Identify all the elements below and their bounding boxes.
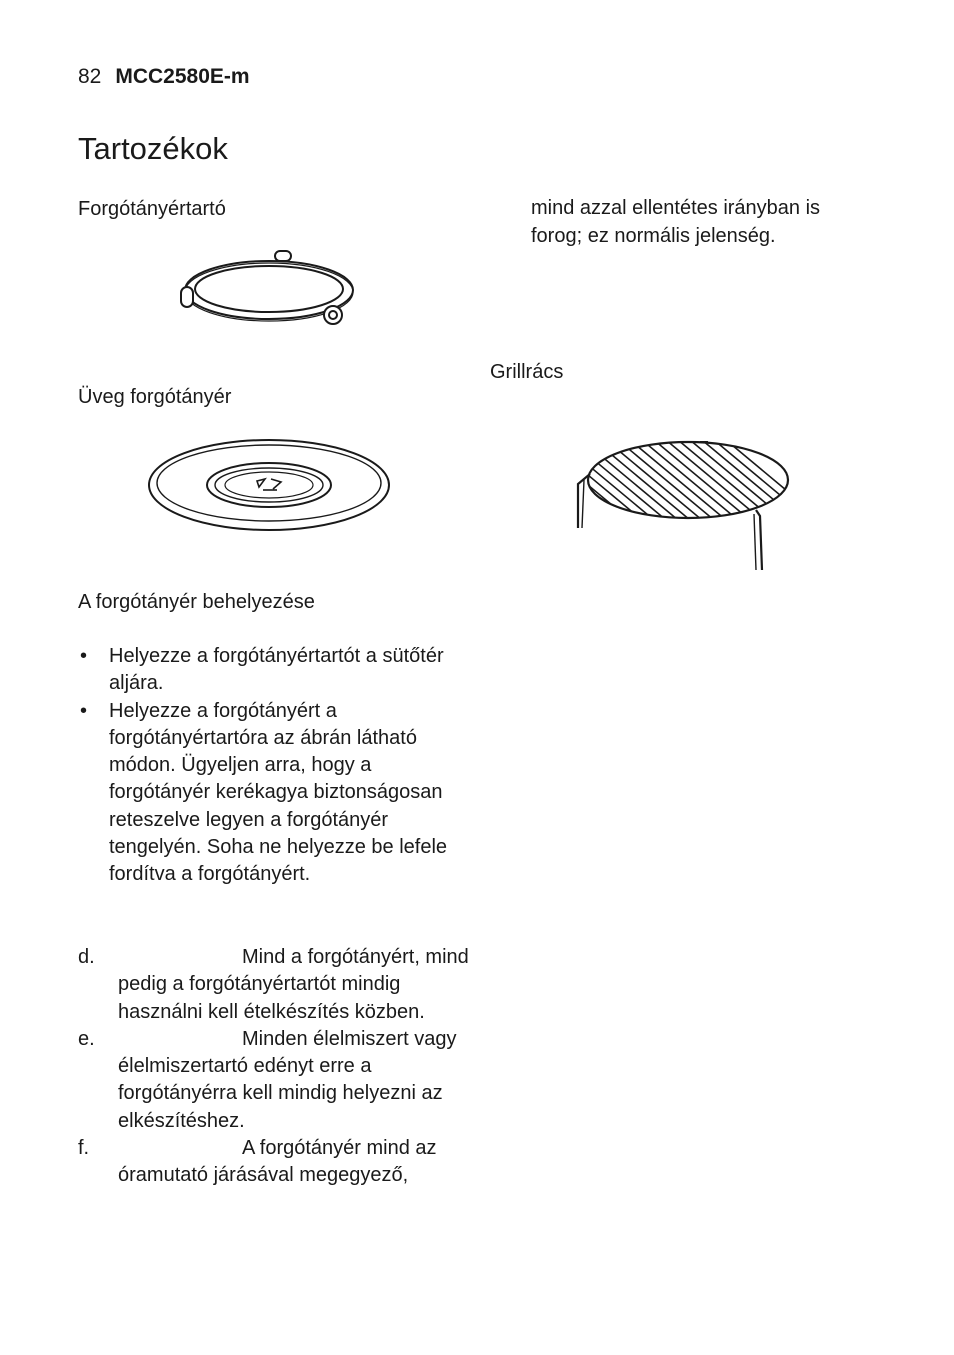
page-title: Tartozékok: [78, 131, 228, 166]
note-text: Mind a forgótányért, mind pedig a forgótányértartót mindig használni kell ételkészítés közben.: [118, 946, 469, 1023]
note-letter: d.: [78, 946, 95, 968]
label-grill-rack: Grillrács: [490, 361, 564, 383]
note-e: [78, 1026, 478, 1135]
label-insert-turntable: A forgótányér behelyezése: [78, 591, 315, 613]
list-item: • Helyezze a forgótányért a forgótányértartóra az ábrán látható módon. Ügyeljen arra, hogy a forgótányér kerékagya biztonságosan reteszelve legyen a forgótányér tengelyén. Soha ne helyezze be lefele fordítva a forgótányért.: [80, 699, 448, 886]
glass-turntable-icon: [145, 435, 395, 535]
note-text: Minden élelmiszert vagy élelmiszertartó edényt erre a forgótányérra kell mindig helyezni az elkészítéshez.: [118, 1027, 457, 1132]
label-glass-turntable: Üveg forgótányér: [78, 386, 232, 408]
page-number: 82: [78, 65, 102, 88]
note-text: A forgótányér mind az óramutató járásával megegyező,: [118, 1137, 437, 1187]
label-turntable-ring: Forgótányértartó: [78, 198, 226, 220]
turntable-ring-icon: [175, 245, 365, 330]
grill-rack-icon: [570, 440, 800, 575]
page-header: [78, 64, 250, 90]
note-letter: f.: [78, 1137, 90, 1160]
model-name: MCC2580E-m: [115, 65, 250, 88]
note-d: [78, 944, 478, 1026]
instruction-list: [78, 643, 478, 889]
list-item: • Helyezze a forgótányértartót a sütőtér aljára.: [80, 645, 444, 695]
note-letter: e.: [78, 1027, 95, 1050]
note-f: [78, 1135, 478, 1190]
notes-list: [78, 944, 478, 1190]
bullet-icon: •: [80, 645, 88, 667]
continuation-text: mind azzal ellentétes irányban is forog; ez normális jelenség.: [531, 197, 821, 247]
bullet-icon: •: [80, 699, 88, 722]
